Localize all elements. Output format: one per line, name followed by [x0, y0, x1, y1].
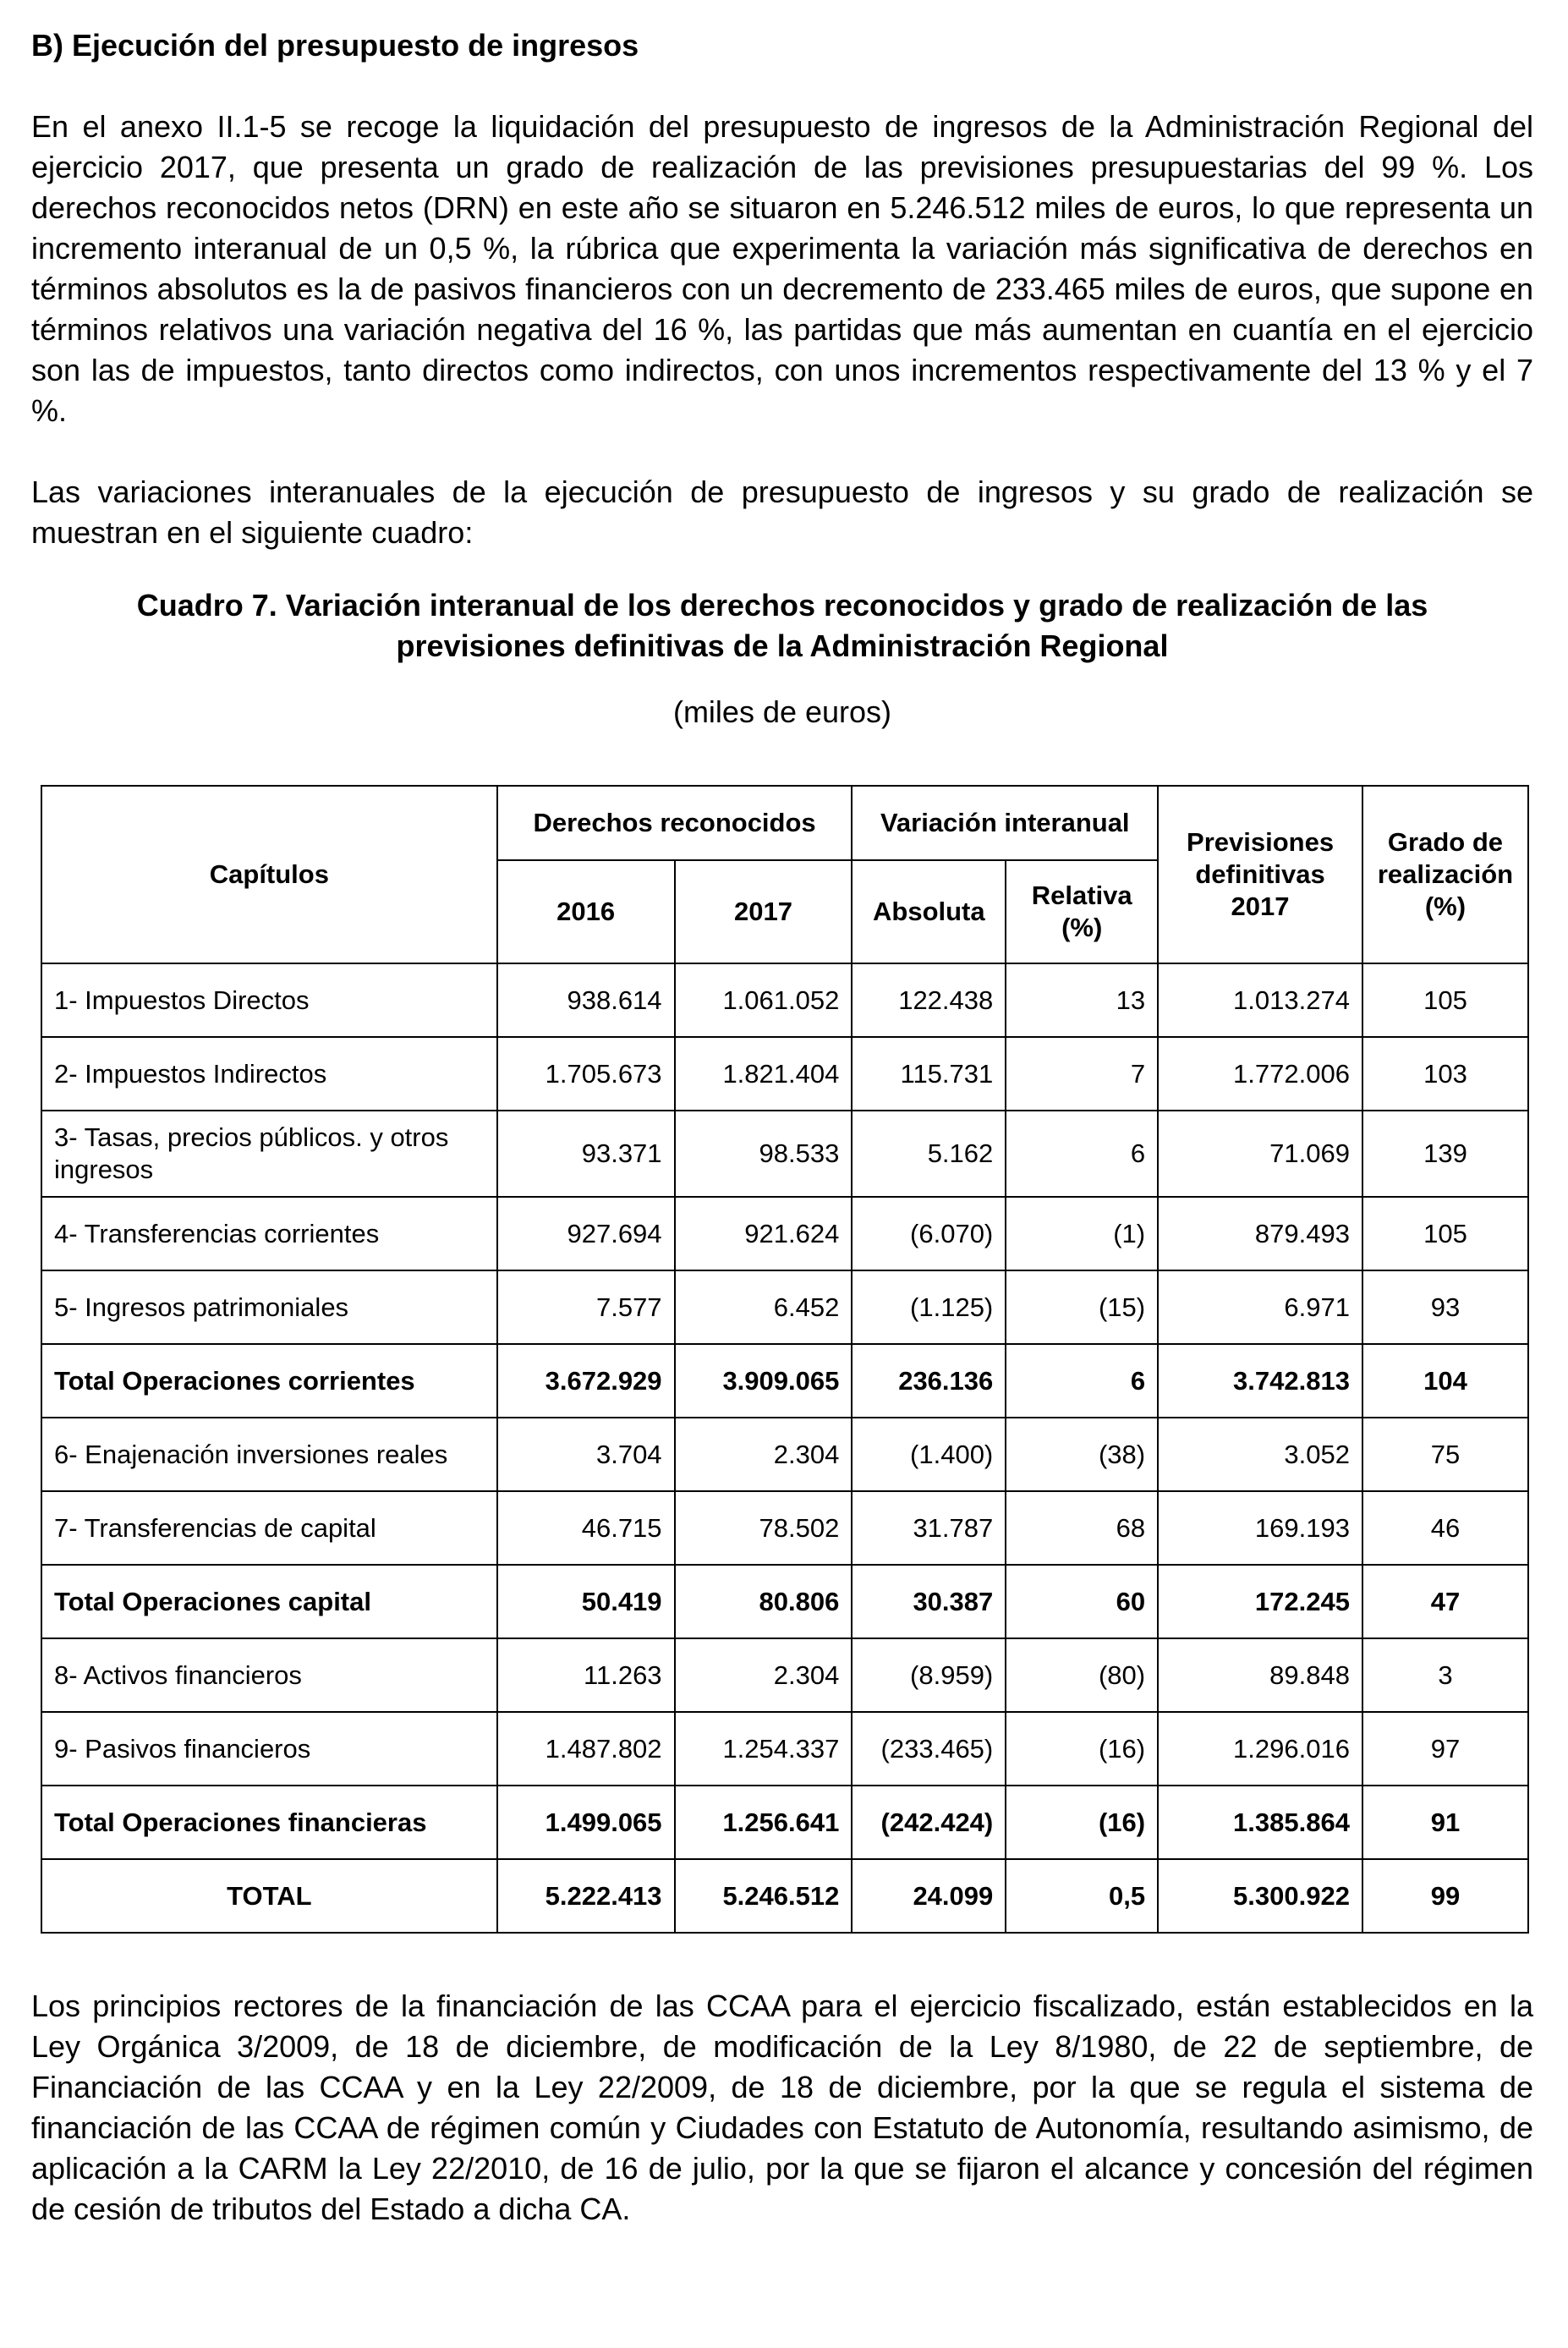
row-label: 5- Ingresos patrimoniales: [41, 1270, 497, 1344]
spacer: [31, 667, 1533, 692]
cell-relativa: 7: [1006, 1037, 1158, 1111]
table-row: [41, 1712, 1528, 1786]
cell-2016: 927.694: [497, 1197, 675, 1270]
cell-grado: 99: [1362, 1859, 1528, 1933]
cell-2017: 5.246.512: [675, 1859, 853, 1933]
cell-absoluta: (1.125): [852, 1270, 1006, 1344]
table-row: [41, 963, 1528, 1037]
cell-grado: 97: [1362, 1712, 1528, 1786]
cell-2017: 2.304: [675, 1638, 853, 1712]
cell-2016: 46.715: [497, 1491, 675, 1565]
cell-previsiones: 3.052: [1158, 1418, 1362, 1491]
cell-relativa: (16): [1006, 1712, 1158, 1786]
cell-2017: 1.061.052: [675, 963, 853, 1037]
cell-2016: 1.499.065: [497, 1786, 675, 1859]
cell-grado: 103: [1362, 1037, 1528, 1111]
header-capitulos: Capítulos: [41, 786, 497, 963]
header-2017: 2017: [675, 860, 853, 963]
cell-previsiones: 3.742.813: [1158, 1344, 1362, 1418]
cell-previsiones: 1.296.016: [1158, 1712, 1362, 1786]
cell-previsiones: 1.772.006: [1158, 1037, 1362, 1111]
cell-2017: 78.502: [675, 1491, 853, 1565]
cell-2016: 1.705.673: [497, 1037, 675, 1111]
cell-previsiones: 71.069: [1158, 1111, 1362, 1197]
header-absoluta: Absoluta: [852, 860, 1006, 963]
table-row: [41, 1270, 1528, 1344]
cell-2016: 3.672.929: [497, 1344, 675, 1418]
cell-2017: 1.254.337: [675, 1712, 853, 1786]
cell-grado: 47: [1362, 1565, 1528, 1638]
cell-grado: 105: [1362, 1197, 1528, 1270]
cell-2017: 1.821.404: [675, 1037, 853, 1111]
table-header: [41, 786, 1528, 963]
row-label: 4- Transferencias corrientes: [41, 1197, 497, 1270]
row-label: 6- Enajenación inversiones reales: [41, 1418, 497, 1491]
cell-grado: 93: [1362, 1270, 1528, 1344]
table-row: [41, 1491, 1528, 1565]
header-relativa: Relativa (%): [1006, 860, 1158, 963]
cell-relativa: 60: [1006, 1565, 1158, 1638]
cell-grado: 75: [1362, 1418, 1528, 1491]
cell-previsiones: 89.848: [1158, 1638, 1362, 1712]
header-previsiones-definitivas: Previsiones definitivas 2017: [1158, 786, 1362, 963]
cell-grado: 139: [1362, 1111, 1528, 1197]
cell-2016: 1.487.802: [497, 1712, 675, 1786]
cell-absoluta: (242.424): [852, 1786, 1006, 1859]
cell-2017: 2.304: [675, 1418, 853, 1491]
intro-paragraph-1: En el anexo II.1-5 se recoge la liquidación del presupuesto de ingresos de la Administración Regional del ejercicio 2017, que presenta un grado de realización de las previsiones presupuestarias del 99 %. Los derechos reconocidos netos (DRN) en este año se situaron en 5.246.512 miles de euros, lo que representa un incremento interanual de un 0,5 %, la rúbrica que experimenta la variación más significativa de derechos en términos absolutos es la de pasivos financieros con un decremento de 233.465 miles de euros, que supone en términos relativos una variación negativa del 16 %, las partidas que más aumentan en cuantía en el ejercicio son las de impuestos, tanto directos como indirectos, con unos incrementos respectivamente del 13 % y el 7 %.: [31, 109, 1533, 428]
cell-absoluta: (6.070): [852, 1197, 1006, 1270]
row-label: Total Operaciones financieras: [41, 1786, 497, 1859]
cell-absoluta: 236.136: [852, 1344, 1006, 1418]
row-label: 8- Activos financieros: [41, 1638, 497, 1712]
spacer: [31, 431, 1533, 472]
table-row-subtotal: [41, 1565, 1528, 1638]
cell-grado: 104: [1362, 1344, 1528, 1418]
table-row: [41, 1111, 1528, 1197]
cell-grado: 3: [1362, 1638, 1528, 1712]
spacer: [31, 553, 1533, 585]
cell-grado: 91: [1362, 1786, 1528, 1859]
document-page: [31, 25, 1533, 732]
header-derechos-reconocidos: Derechos reconocidos: [497, 786, 853, 860]
cell-2016: 3.704: [497, 1418, 675, 1491]
cell-2017: 921.624: [675, 1197, 853, 1270]
cell-previsiones: 172.245: [1158, 1565, 1362, 1638]
table-row: [41, 1638, 1528, 1712]
table-row-total: [41, 1859, 1528, 1933]
header-2016: 2016: [497, 860, 675, 963]
table-row: [41, 1197, 1528, 1270]
cell-2016: 5.222.413: [497, 1859, 675, 1933]
table-body: [41, 963, 1528, 1933]
cell-absoluta: (1.400): [852, 1418, 1006, 1491]
cell-previsiones: 5.300.922: [1158, 1859, 1362, 1933]
row-label: TOTAL: [41, 1859, 497, 1933]
cell-2016: 11.263: [497, 1638, 675, 1712]
cell-relativa: (80): [1006, 1638, 1158, 1712]
cell-2016: 938.614: [497, 963, 675, 1037]
cell-previsiones: 879.493: [1158, 1197, 1362, 1270]
cell-absoluta: 122.438: [852, 963, 1006, 1037]
cell-relativa: 0,5: [1006, 1859, 1158, 1933]
cell-2016: 7.577: [497, 1270, 675, 1344]
cell-2016: 50.419: [497, 1565, 675, 1638]
cell-2017: 1.256.641: [675, 1786, 853, 1859]
table-title-line-2: previsiones definitivas de la Administración Regional: [396, 628, 1169, 663]
cell-relativa: 6: [1006, 1111, 1158, 1197]
cell-relativa: 6: [1006, 1344, 1158, 1418]
cell-2017: 6.452: [675, 1270, 853, 1344]
cell-2017: 80.806: [675, 1565, 853, 1638]
table-row-subtotal: [41, 1786, 1528, 1859]
cell-absoluta: 31.787: [852, 1491, 1006, 1565]
cell-absoluta: (233.465): [852, 1712, 1006, 1786]
table-row-subtotal: [41, 1344, 1528, 1418]
cell-previsiones: 1.013.274: [1158, 963, 1362, 1037]
cell-previsiones: 1.385.864: [1158, 1786, 1362, 1859]
cell-absoluta: 30.387: [852, 1565, 1006, 1638]
table-units: (miles de euros): [672, 694, 892, 729]
cell-relativa: (16): [1006, 1786, 1158, 1859]
table-row: [41, 1037, 1528, 1111]
section-heading: B) Ejecución del presupuesto de ingresos: [31, 28, 639, 63]
cell-2016: 93.371: [497, 1111, 675, 1197]
cell-absoluta: 115.731: [852, 1037, 1006, 1111]
table-row: [41, 1418, 1528, 1491]
cell-absoluta: 24.099: [852, 1859, 1006, 1933]
row-label: 3- Tasas, precios públicos. y otros ingresos: [41, 1111, 497, 1197]
cell-relativa: (15): [1006, 1270, 1158, 1344]
header-grado-realizacion: Grado de realización (%): [1362, 786, 1528, 963]
row-label: 9- Pasivos financieros: [41, 1712, 497, 1786]
cell-absoluta: (8.959): [852, 1638, 1006, 1712]
cell-relativa: (38): [1006, 1418, 1158, 1491]
cell-relativa: (1): [1006, 1197, 1158, 1270]
cell-grado: 46: [1362, 1491, 1528, 1565]
cell-relativa: 68: [1006, 1491, 1158, 1565]
row-label: 1- Impuestos Directos: [41, 963, 497, 1037]
table-title-line-1: Cuadro 7. Variación interanual de los derechos reconocidos y grado de realización de las: [136, 588, 1428, 623]
row-label: 7- Transferencias de capital: [41, 1491, 497, 1565]
cell-grado: 105: [1362, 963, 1528, 1037]
spacer: [31, 66, 1533, 107]
cell-2017: 3.909.065: [675, 1344, 853, 1418]
cell-2017: 98.533: [675, 1111, 853, 1197]
budget-table: [41, 785, 1529, 1934]
closing-section: [31, 1986, 1533, 2230]
intro-paragraph-2: Las variaciones interanuales de la ejecución de presupuesto de ingresos y su grado de realización se muestran en el siguiente cuadro:: [31, 475, 1533, 550]
header-variacion-interanual: Variación interanual: [852, 786, 1158, 860]
cell-previsiones: 6.971: [1158, 1270, 1362, 1344]
row-label: Total Operaciones capital: [41, 1565, 497, 1638]
row-label: Total Operaciones corrientes: [41, 1344, 497, 1418]
cell-absoluta: 5.162: [852, 1111, 1006, 1197]
cell-previsiones: 169.193: [1158, 1491, 1362, 1565]
cell-relativa: 13: [1006, 963, 1158, 1037]
row-label: 2- Impuestos Indirectos: [41, 1037, 497, 1111]
closing-paragraph: Los principios rectores de la financiación de las CCAA para el ejercicio fiscalizado, están establecidos en la Ley Orgánica 3/2009, de 18 de diciembre, de modificación de la Ley 8/1980, de 22 de septiembre, de Financiación de las CCAA y en la Ley 22/2009, de 18 de diciembre, por la que se regula el sistema de financiación de las CCAA de régimen común y Ciudades con Estatuto de Autonomía, resultando asimismo, de aplicación a la CARM la Ley 22/2010, de 16 de julio, por la que se fijaron el alcance y concesión del régimen de cesión de tributos del Estado a dicha CA.: [31, 1989, 1533, 2226]
